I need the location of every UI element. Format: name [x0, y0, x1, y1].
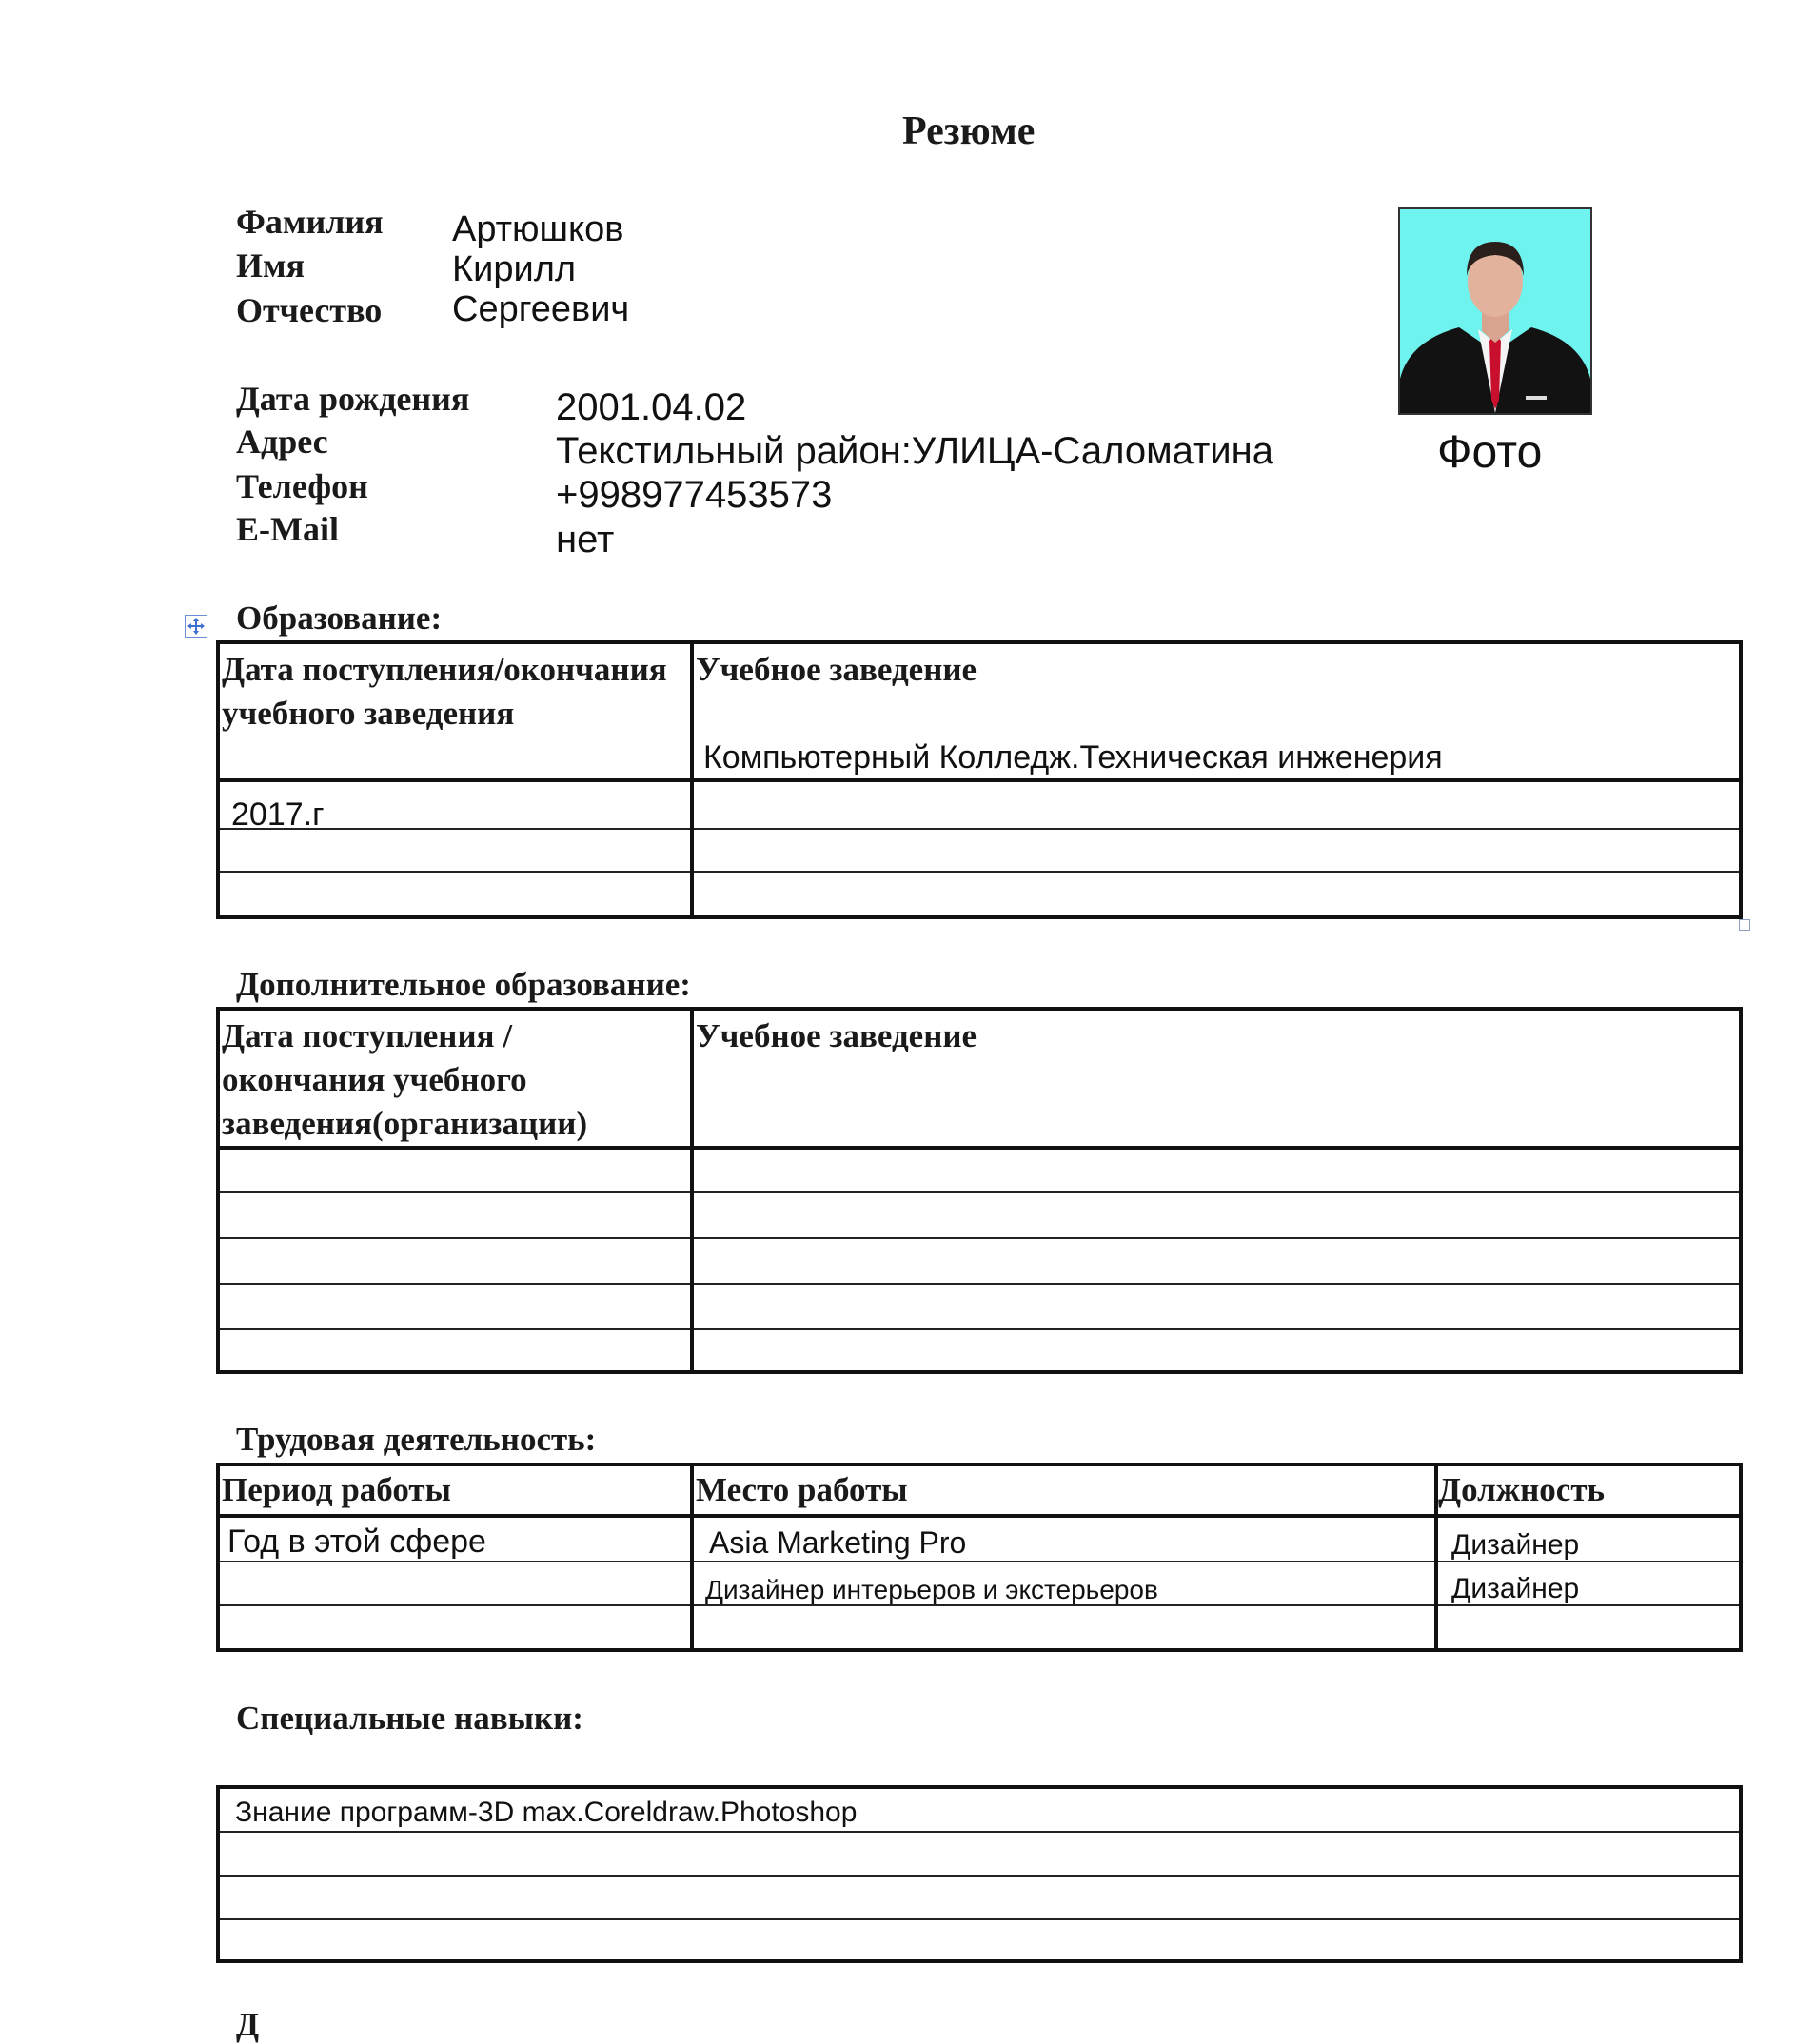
work-place-value: Дизайнер интерьеров и экстерьеров: [705, 1575, 1158, 1604]
page-title: Резюме: [902, 109, 1036, 153]
work-position-value: Дизайнер: [1451, 1573, 1580, 1604]
work-col-period-header: Период работы: [222, 1471, 451, 1508]
birth-value: 2001.04.02: [556, 386, 747, 428]
education-col-institution-header: Учебное заведение: [696, 651, 977, 688]
work-col-position-header: Должность: [1438, 1471, 1606, 1508]
extra-education-col-date-header: Дата поступления / окончания учебного заведения(организации): [222, 1017, 588, 1142]
surname-label: Фамилия: [236, 203, 384, 241]
phone-value: +998977453573: [556, 474, 833, 516]
surname-value: Артюшков: [452, 209, 624, 249]
address-value: Текстильный район:УЛИЦА-Саломатина: [556, 430, 1273, 472]
extra-education-col-institution-header: Учебное заведение: [696, 1017, 977, 1054]
education-date-value: 2017.г: [231, 796, 325, 833]
table-move-handle-icon[interactable]: [185, 615, 207, 638]
email-label: E-Mail: [236, 510, 339, 548]
work-col-place-header: Место работы: [696, 1471, 908, 1508]
work-period-value: Год в этой сфере: [227, 1523, 486, 1560]
person-portrait-icon: [1400, 209, 1590, 413]
name-value: Кирилл: [452, 249, 577, 289]
work-place-value: Asia Marketing Pro: [709, 1525, 967, 1560]
work-table: [216, 1463, 1743, 1652]
education-col-date-header: Дата поступления/окончания учебного заведения: [222, 651, 667, 732]
work-heading: Трудовая деятельность:: [236, 1421, 597, 1458]
skills-table: [216, 1785, 1743, 1963]
profile-photo: [1398, 207, 1592, 415]
extra-education-table: [216, 1007, 1743, 1374]
birth-label: Дата рождения: [236, 380, 470, 418]
phone-label: Телефон: [236, 467, 368, 505]
email-value: нет: [556, 519, 615, 560]
address-label: Адрес: [236, 423, 328, 461]
skills-heading: Специальные навыки:: [236, 1700, 583, 1737]
extra-education-heading: Дополнительное образование:: [236, 966, 691, 1003]
photo-caption: Фото: [1437, 427, 1543, 478]
name-label: Имя: [236, 246, 305, 285]
skills-value: Знание программ-3D max.Coreldraw.Photoshop: [235, 1797, 858, 1828]
education-table: [216, 640, 1743, 919]
patronymic-label: Отчество: [236, 291, 383, 329]
education-institution-value: Компьютерный Колледж.Техническая инженерия: [703, 739, 1443, 776]
education-heading: Образование:: [236, 599, 443, 637]
work-position-value: Дизайнер: [1451, 1529, 1580, 1561]
table-resize-handle-icon[interactable]: [1739, 919, 1750, 931]
patronymic-value: Сергеевич: [452, 289, 630, 329]
cut-off-heading: Д: [236, 2006, 260, 2043]
